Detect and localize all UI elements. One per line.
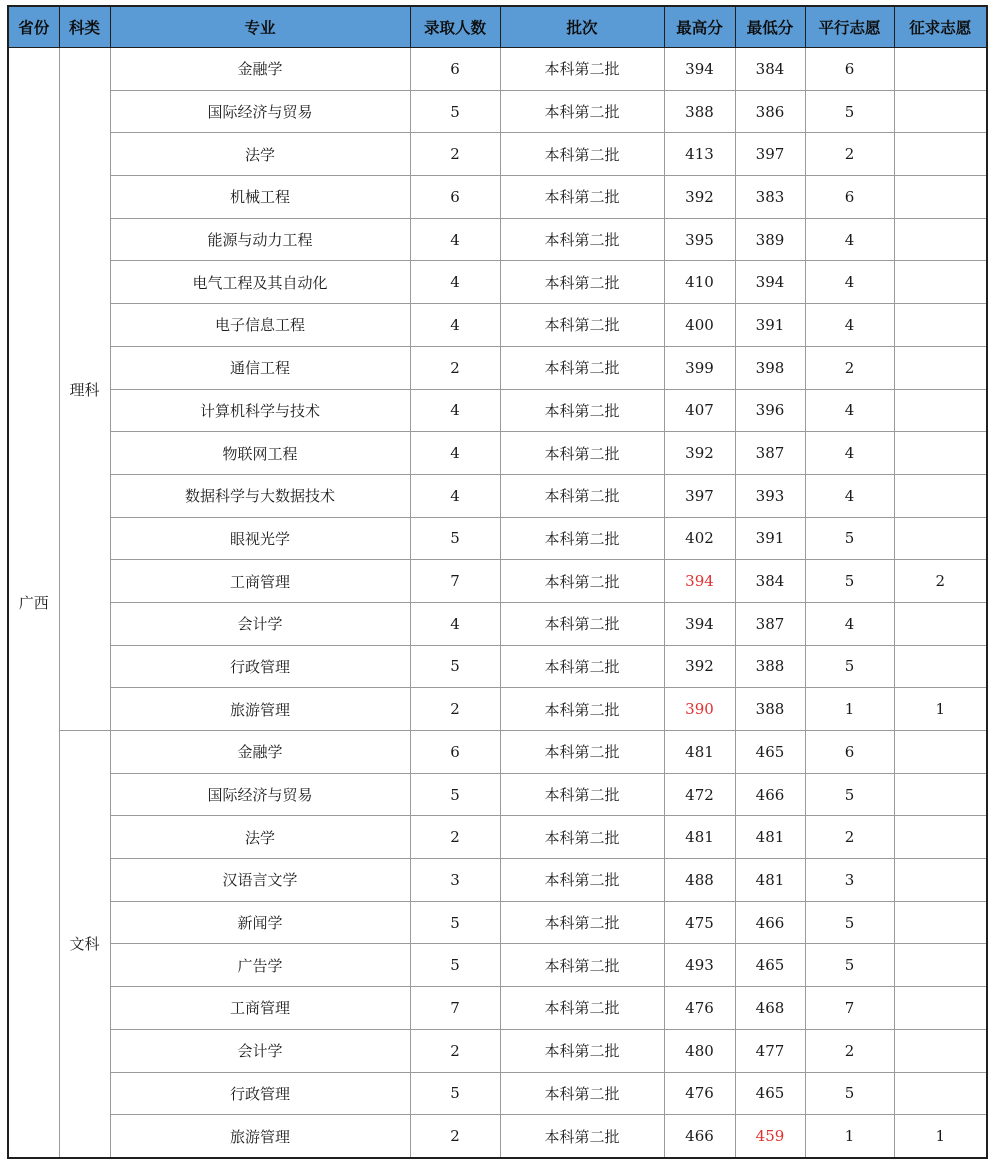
- parallel-cell: 4: [805, 261, 894, 304]
- max-score-cell: 475: [664, 901, 735, 944]
- max-score-cell: 394: [664, 602, 735, 645]
- solicit-cell: [894, 1029, 987, 1072]
- max-score-cell: 481: [664, 731, 735, 774]
- major-cell: 能源与动力工程: [110, 218, 410, 261]
- major-cell: 旅游管理: [110, 688, 410, 731]
- province-cell: 广西: [8, 48, 59, 1158]
- min-score-cell: 384: [735, 560, 805, 603]
- table-row: [8, 1115, 987, 1158]
- admitted-cell: 2: [410, 816, 500, 859]
- major-cell: 数据科学与大数据技术: [110, 474, 410, 517]
- admitted-cell: 2: [410, 133, 500, 176]
- min-score-cell: 481: [735, 859, 805, 902]
- min-score-cell: 466: [735, 773, 805, 816]
- parallel-cell: 2: [805, 816, 894, 859]
- major-cell: 会计学: [110, 602, 410, 645]
- min-score-cell: 465: [735, 1072, 805, 1115]
- table-row: [8, 1029, 987, 1072]
- min-score-cell: 394: [735, 261, 805, 304]
- parallel-cell: 2: [805, 133, 894, 176]
- solicit-cell: [894, 474, 987, 517]
- table-row: [8, 304, 987, 347]
- table-row: [8, 816, 987, 859]
- parallel-cell: 5: [805, 773, 894, 816]
- table-row: [8, 901, 987, 944]
- table-row: [8, 48, 987, 91]
- table-row: [8, 389, 987, 432]
- table-row: [8, 1072, 987, 1115]
- major-cell: 眼视光学: [110, 517, 410, 560]
- admitted-cell: 6: [410, 48, 500, 91]
- solicit-cell: [894, 432, 987, 475]
- admitted-cell: 4: [410, 304, 500, 347]
- batch-cell: 本科第二批: [500, 773, 664, 816]
- admitted-cell: 4: [410, 432, 500, 475]
- col-header-batch: 批次: [500, 6, 664, 48]
- major-cell: 汉语言文学: [110, 859, 410, 902]
- batch-cell: 本科第二批: [500, 1072, 664, 1115]
- col-header-min-score: 最低分: [735, 6, 805, 48]
- parallel-cell: 6: [805, 176, 894, 219]
- major-cell: 通信工程: [110, 346, 410, 389]
- admitted-cell: 5: [410, 1072, 500, 1115]
- solicit-cell: 1: [894, 1115, 987, 1158]
- batch-cell: 本科第二批: [500, 517, 664, 560]
- max-score-cell: 397: [664, 474, 735, 517]
- table-row: [8, 133, 987, 176]
- max-score-cell: 493: [664, 944, 735, 987]
- header-row: [8, 6, 987, 48]
- max-score-cell: 481: [664, 816, 735, 859]
- batch-cell: 本科第二批: [500, 346, 664, 389]
- parallel-cell: 4: [805, 218, 894, 261]
- max-score-cell: 413: [664, 133, 735, 176]
- min-score-cell: 466: [735, 901, 805, 944]
- min-score-cell: 387: [735, 432, 805, 475]
- batch-cell: 本科第二批: [500, 944, 664, 987]
- major-cell: 计算机科学与技术: [110, 389, 410, 432]
- solicit-cell: 1: [894, 688, 987, 731]
- solicit-cell: [894, 218, 987, 261]
- batch-cell: 本科第二批: [500, 987, 664, 1030]
- solicit-cell: [894, 517, 987, 560]
- parallel-cell: 5: [805, 90, 894, 133]
- solicit-cell: [894, 602, 987, 645]
- col-header-admitted: 录取人数: [410, 6, 500, 48]
- batch-cell: 本科第二批: [500, 816, 664, 859]
- max-score-cell: 480: [664, 1029, 735, 1072]
- min-score-cell: 388: [735, 645, 805, 688]
- parallel-cell: 2: [805, 1029, 894, 1072]
- max-score-cell: 390: [664, 688, 735, 731]
- batch-cell: 本科第二批: [500, 304, 664, 347]
- batch-cell: 本科第二批: [500, 432, 664, 475]
- admitted-cell: 2: [410, 346, 500, 389]
- major-cell: 电气工程及其自动化: [110, 261, 410, 304]
- parallel-cell: 5: [805, 517, 894, 560]
- batch-cell: 本科第二批: [500, 474, 664, 517]
- max-score-cell: 395: [664, 218, 735, 261]
- major-cell: 金融学: [110, 731, 410, 774]
- admitted-cell: 5: [410, 90, 500, 133]
- solicit-cell: [894, 48, 987, 91]
- batch-cell: 本科第二批: [500, 688, 664, 731]
- batch-cell: 本科第二批: [500, 901, 664, 944]
- solicit-cell: [894, 901, 987, 944]
- batch-cell: 本科第二批: [500, 133, 664, 176]
- max-score-cell: 394: [664, 560, 735, 603]
- admitted-cell: 4: [410, 261, 500, 304]
- table-row: [8, 432, 987, 475]
- solicit-cell: [894, 773, 987, 816]
- min-score-cell: 386: [735, 90, 805, 133]
- parallel-cell: 4: [805, 602, 894, 645]
- min-score-cell: 459: [735, 1115, 805, 1158]
- min-score-cell: 387: [735, 602, 805, 645]
- admitted-cell: 7: [410, 987, 500, 1030]
- solicit-cell: 2: [894, 560, 987, 603]
- col-header-major: 专业: [110, 6, 410, 48]
- admitted-cell: 3: [410, 859, 500, 902]
- table-row: [8, 517, 987, 560]
- parallel-cell: 5: [805, 944, 894, 987]
- parallel-cell: 5: [805, 901, 894, 944]
- table-body: [8, 48, 987, 1158]
- solicit-cell: [894, 261, 987, 304]
- min-score-cell: 384: [735, 48, 805, 91]
- min-score-cell: 398: [735, 346, 805, 389]
- admitted-cell: 2: [410, 1029, 500, 1072]
- solicit-cell: [894, 816, 987, 859]
- admitted-cell: 6: [410, 176, 500, 219]
- admitted-cell: 4: [410, 474, 500, 517]
- min-score-cell: 468: [735, 987, 805, 1030]
- table-row: [8, 645, 987, 688]
- batch-cell: 本科第二批: [500, 560, 664, 603]
- table-row: [8, 987, 987, 1030]
- admitted-cell: 7: [410, 560, 500, 603]
- min-score-cell: 393: [735, 474, 805, 517]
- table-row: [8, 218, 987, 261]
- max-score-cell: 392: [664, 645, 735, 688]
- parallel-cell: 2: [805, 346, 894, 389]
- admitted-cell: 5: [410, 645, 500, 688]
- major-cell: 旅游管理: [110, 1115, 410, 1158]
- parallel-cell: 5: [805, 1072, 894, 1115]
- table-row: [8, 859, 987, 902]
- max-score-cell: 410: [664, 261, 735, 304]
- admitted-cell: 4: [410, 389, 500, 432]
- solicit-cell: [894, 346, 987, 389]
- major-cell: 金融学: [110, 48, 410, 91]
- major-cell: 机械工程: [110, 176, 410, 219]
- col-header-parallel: 平行志愿: [805, 6, 894, 48]
- min-score-cell: 397: [735, 133, 805, 176]
- max-score-cell: 394: [664, 48, 735, 91]
- max-score-cell: 476: [664, 1072, 735, 1115]
- min-score-cell: 477: [735, 1029, 805, 1072]
- category-cell: 文科: [59, 731, 110, 1158]
- batch-cell: 本科第二批: [500, 1115, 664, 1158]
- parallel-cell: 5: [805, 560, 894, 603]
- category-cell: 理科: [59, 48, 110, 731]
- table-row: [8, 560, 987, 603]
- max-score-cell: 466: [664, 1115, 735, 1158]
- solicit-cell: [894, 304, 987, 347]
- batch-cell: 本科第二批: [500, 389, 664, 432]
- admitted-cell: 4: [410, 218, 500, 261]
- col-header-province: 省份: [8, 6, 59, 48]
- col-header-solicit: 征求志愿: [894, 6, 987, 48]
- table-row: [8, 261, 987, 304]
- major-cell: 工商管理: [110, 560, 410, 603]
- table-row: [8, 688, 987, 731]
- admission-table: [7, 5, 988, 1159]
- max-score-cell: 488: [664, 859, 735, 902]
- batch-cell: 本科第二批: [500, 90, 664, 133]
- solicit-cell: [894, 389, 987, 432]
- min-score-cell: 383: [735, 176, 805, 219]
- table-row: [8, 90, 987, 133]
- admitted-cell: 5: [410, 773, 500, 816]
- table-row: [8, 731, 987, 774]
- batch-cell: 本科第二批: [500, 645, 664, 688]
- solicit-cell: [894, 944, 987, 987]
- max-score-cell: 392: [664, 432, 735, 475]
- major-cell: 会计学: [110, 1029, 410, 1072]
- parallel-cell: 4: [805, 474, 894, 517]
- parallel-cell: 6: [805, 48, 894, 91]
- parallel-cell: 1: [805, 688, 894, 731]
- major-cell: 工商管理: [110, 987, 410, 1030]
- solicit-cell: [894, 176, 987, 219]
- table-row: [8, 346, 987, 389]
- major-cell: 国际经济与贸易: [110, 773, 410, 816]
- batch-cell: 本科第二批: [500, 48, 664, 91]
- parallel-cell: 1: [805, 1115, 894, 1158]
- max-score-cell: 402: [664, 517, 735, 560]
- max-score-cell: 407: [664, 389, 735, 432]
- table-row: [8, 602, 987, 645]
- major-cell: 广告学: [110, 944, 410, 987]
- admitted-cell: 4: [410, 602, 500, 645]
- min-score-cell: 391: [735, 517, 805, 560]
- table-row: [8, 773, 987, 816]
- batch-cell: 本科第二批: [500, 731, 664, 774]
- major-cell: 国际经济与贸易: [110, 90, 410, 133]
- min-score-cell: 465: [735, 731, 805, 774]
- min-score-cell: 481: [735, 816, 805, 859]
- solicit-cell: [894, 133, 987, 176]
- min-score-cell: 396: [735, 389, 805, 432]
- admitted-cell: 5: [410, 944, 500, 987]
- min-score-cell: 389: [735, 218, 805, 261]
- solicit-cell: [894, 90, 987, 133]
- solicit-cell: [894, 645, 987, 688]
- max-score-cell: 400: [664, 304, 735, 347]
- solicit-cell: [894, 987, 987, 1030]
- parallel-cell: 4: [805, 389, 894, 432]
- major-cell: 行政管理: [110, 645, 410, 688]
- major-cell: 物联网工程: [110, 432, 410, 475]
- batch-cell: 本科第二批: [500, 218, 664, 261]
- parallel-cell: 4: [805, 432, 894, 475]
- max-score-cell: 399: [664, 346, 735, 389]
- solicit-cell: [894, 731, 987, 774]
- batch-cell: 本科第二批: [500, 1029, 664, 1072]
- parallel-cell: 4: [805, 304, 894, 347]
- parallel-cell: 7: [805, 987, 894, 1030]
- major-cell: 行政管理: [110, 1072, 410, 1115]
- min-score-cell: 391: [735, 304, 805, 347]
- table-row: [8, 176, 987, 219]
- table-row: [8, 944, 987, 987]
- max-score-cell: 472: [664, 773, 735, 816]
- col-header-category: 科类: [59, 6, 110, 48]
- max-score-cell: 476: [664, 987, 735, 1030]
- admitted-cell: 5: [410, 517, 500, 560]
- solicit-cell: [894, 859, 987, 902]
- parallel-cell: 5: [805, 645, 894, 688]
- major-cell: 法学: [110, 133, 410, 176]
- admitted-cell: 5: [410, 901, 500, 944]
- max-score-cell: 388: [664, 90, 735, 133]
- major-cell: 法学: [110, 816, 410, 859]
- major-cell: 新闻学: [110, 901, 410, 944]
- batch-cell: 本科第二批: [500, 859, 664, 902]
- col-header-max-score: 最高分: [664, 6, 735, 48]
- max-score-cell: 392: [664, 176, 735, 219]
- table-row: [8, 474, 987, 517]
- parallel-cell: 6: [805, 731, 894, 774]
- admitted-cell: 2: [410, 1115, 500, 1158]
- parallel-cell: 3: [805, 859, 894, 902]
- min-score-cell: 388: [735, 688, 805, 731]
- admitted-cell: 2: [410, 688, 500, 731]
- batch-cell: 本科第二批: [500, 261, 664, 304]
- major-cell: 电子信息工程: [110, 304, 410, 347]
- admitted-cell: 6: [410, 731, 500, 774]
- min-score-cell: 465: [735, 944, 805, 987]
- batch-cell: 本科第二批: [500, 602, 664, 645]
- batch-cell: 本科第二批: [500, 176, 664, 219]
- solicit-cell: [894, 1072, 987, 1115]
